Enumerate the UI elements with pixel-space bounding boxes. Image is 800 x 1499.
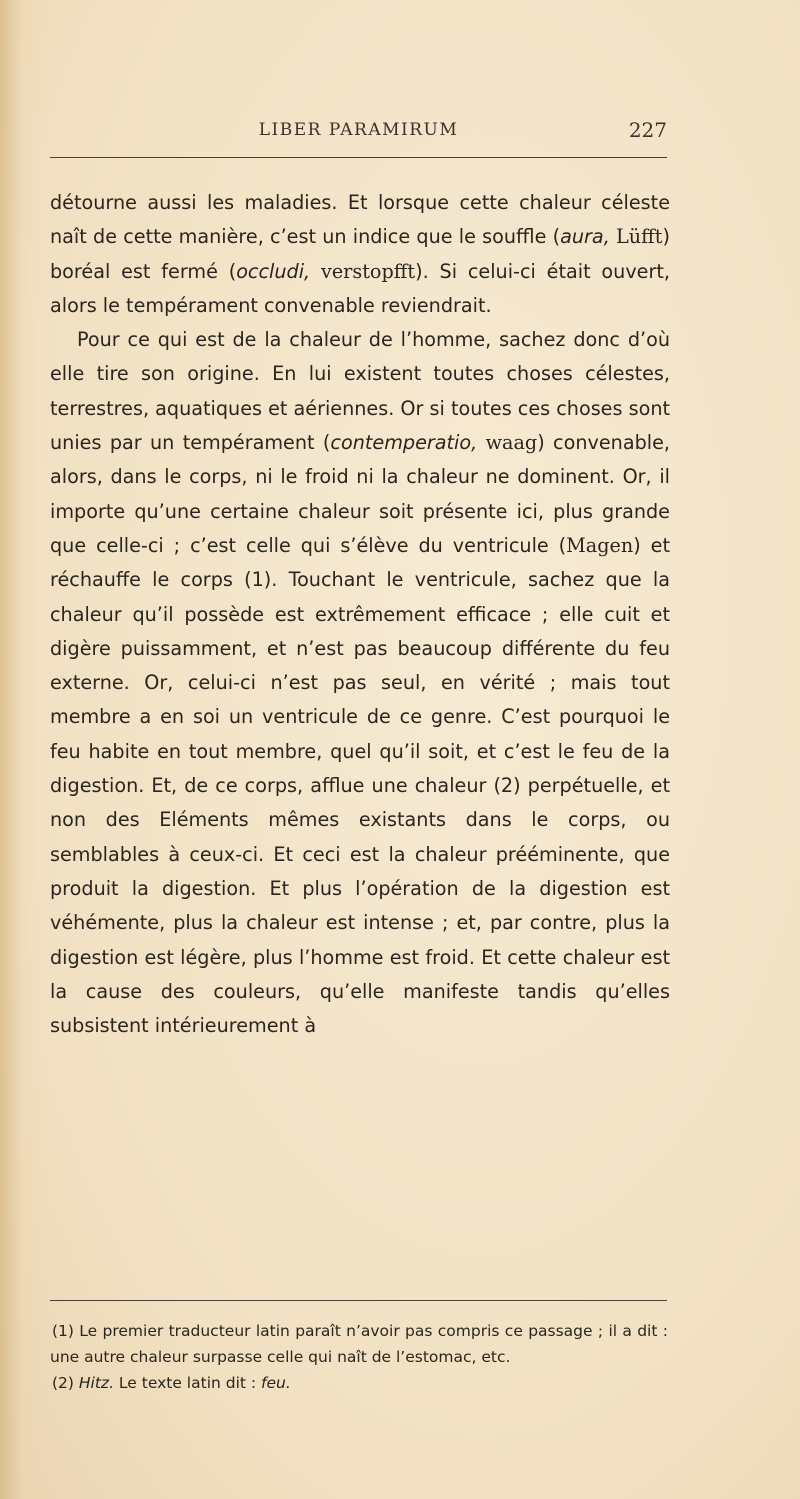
- header-rule: [50, 157, 667, 158]
- paragraph-2: Pour ce qui est de la chaleur de l’homme, sachez donc d’où elle tire son origine. En lui existent toutes choses célestes, terrestres, aquatiques et aériennes. Or si toutes ces choses sont unies par un tempérament (contemperatio, waag) convenable, alors, dans le corps, ni le froid ni la chaleur ne dominent. Or, il importe qu’une certaine chaleur soit présente ici, plus grande que celle-ci ; c’est celle qui s’élève du ventricule (Magen) et réchauffe le corps (1). Touchant le ventricule, sachez que la chaleur qu’il possède est extrêmement efficace ; elle cuit et digère puissamment, et n’est pas beaucoup différente du feu externe. Or, celui-ci n’est pas seul, en vérité ; mais tout membre a en soi un ventricule de ce genre. C’est pourquoi le feu habite en tout membre, quel qu’il soit, et c’est le feu de la digestion. Et, de ce corps, afflue une chaleur (2) perpétuelle, et non des Eléments mêmes existants dans le corps, ou semblables à ceux-ci. Et ceci est la chaleur prééminente, que produit la digestion. Et plus l’opération de la digestion est véhémente, plus la chaleur est intense ; et, par contre, plus la digestion est légère, plus l’homme est froid. Et cette chaleur est la cause des couleurs, qu’elle manifeste tandis qu’elles subsistent intérieurement à: [50, 328, 671, 1038]
- german-term-verstopfft: verstopfft: [320, 259, 416, 283]
- footnote-2: (2) Hitz. Le texte latin dit : feu.: [52, 1374, 291, 1392]
- page-number: 227: [628, 118, 667, 142]
- running-title: LIBER PARAMIRUM: [258, 120, 459, 140]
- german-term-magen: Magen: [566, 533, 634, 557]
- german-term-luefft: Lüfft: [616, 225, 663, 249]
- footnote-rule: [50, 1300, 667, 1301]
- footnotes: [50, 1318, 668, 1396]
- main-text: [50, 186, 670, 1043]
- paragraph-1: détourne aussi les maladies. Et lorsque cette chaleur céleste naît de cette manière, c’est un indice que le souffle (aura, Lüfft) boréal est fermé (occludi, verstopfft). Si celui-ci était ouvert, alors le tempérament convenable reviendrait.: [50, 191, 670, 317]
- page-header: [50, 120, 667, 144]
- footnote-1: (1) Le premier traducteur latin paraît n’avoir pas compris ce passage ; il a dit : une autre chaleur surpasse celle qui naît de l’estomac, etc.: [50, 1322, 668, 1366]
- latin-term-occludi: occludi,: [236, 259, 311, 283]
- german-term-waag: waag: [485, 431, 538, 455]
- latin-term-contemperatio: contemperatio,: [330, 431, 478, 455]
- latin-term-aura: aura,: [560, 225, 610, 249]
